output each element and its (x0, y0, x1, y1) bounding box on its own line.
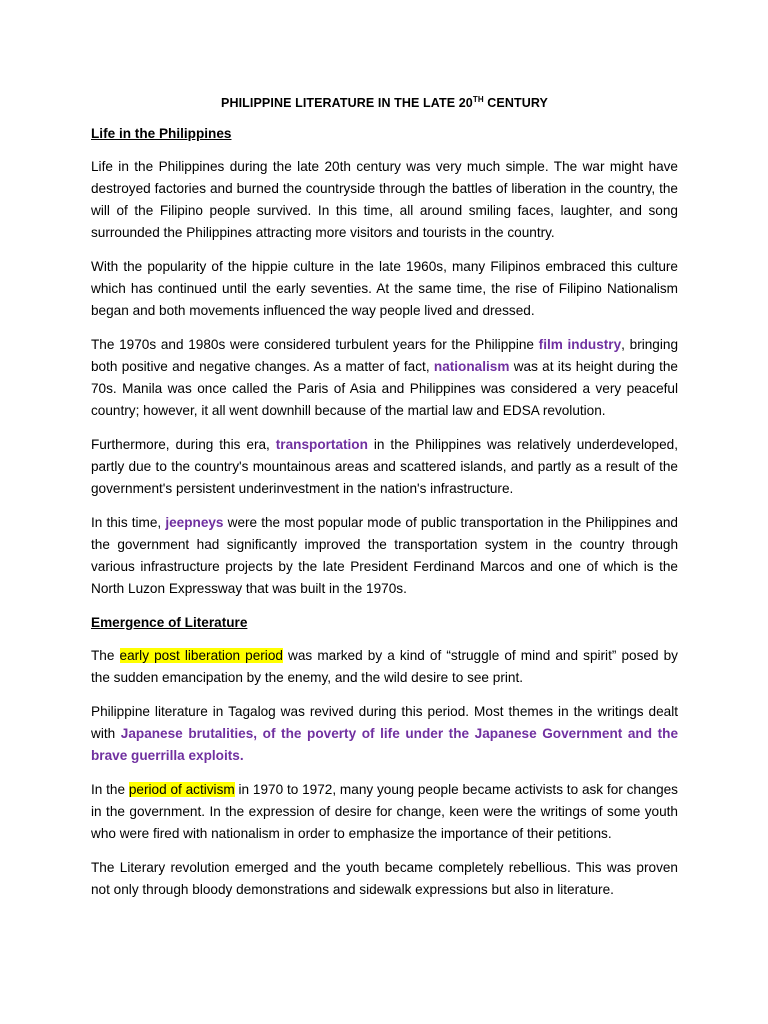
title-superscript: TH (472, 95, 484, 104)
paragraph-3-text-b: , bringing both positive and negative changes. As a matter of fact, (91, 337, 679, 374)
paragraph-9: The Literary revolution emerged and the youth became completely rebellious. This was proven not only through bloody demonstrations and sidewalk expressions but also in literature. (91, 860, 678, 897)
paragraph-7 (91, 701, 678, 767)
paragraph-2: With the popularity of the hippie culture in the late 1960s, many Filipinos embraced this culture which has continued until the early seventies. At the same time, the rise of Filipino Nationalism began and both movements influenced the way people lived and dressed. (91, 259, 678, 318)
title-end: CENTURY (483, 96, 548, 110)
highlight-period-of-activism: period of activism (128, 782, 235, 797)
paragraph-4-text-a: Furthermore, during this era, (91, 437, 276, 452)
paragraph-3-text-a: The 1970s and 1980s were considered turbulent years for the Philippine (91, 337, 539, 352)
paragraph-5-text-a: In this time, (91, 515, 166, 530)
section-heading-life: Life in the Philippines (91, 126, 232, 141)
document-body (91, 92, 678, 913)
paragraph-6-text-a: The (91, 648, 120, 663)
link-jeepneys[interactable]: jeepneys (165, 515, 224, 530)
link-transportation[interactable]: transportation (275, 437, 368, 452)
paragraph-6-text-b: was marked by a kind of “struggle of mind and spirit” posed by the sudden emancipation by the enemy, and the wild desire to see print. (91, 648, 678, 685)
title-main: PHILIPPINE LITERATURE IN THE LATE 20 (221, 96, 473, 110)
paragraph-4 (91, 434, 678, 500)
paragraph-5 (91, 512, 678, 600)
paragraph-5-text-b: were the most popular mode of public transportation in the Philippines and the government had significantly improved the transportation system in the country through various infrastructure projects by the late President Ferdinand Marcos and one of which is the North Luzon Expressway that was built in the 1970s. (91, 515, 678, 596)
paragraph-3 (91, 334, 678, 422)
paragraph-4-text-b: in the Philippines was relatively underdeveloped, partly due to the country's mountainous areas and scattered islands, and partly as a result of the government's persistent underinvestment in the nation's infrastructure. (91, 437, 678, 496)
paragraph-7-text-a: Philippine literature in Tagalog was revived during this period. Most themes in the writings dealt with (91, 704, 678, 741)
paragraph-8-text-b: in 1970 to 1972, many young people became activists to ask for changes in the government. In the expression of desire for change, keen were the writings of some youth who were fired with nationalism in order to emphasize the importance of their petitions. (91, 782, 678, 841)
link-japanese-brutalities[interactable]: Japanese brutalities, of the poverty of life under the Japanese Government and the brave guerrilla exploits (91, 726, 679, 763)
paragraph-7-text-b: . (239, 748, 244, 763)
paragraph-8-text-a: In the (91, 782, 129, 797)
link-nationalism[interactable]: nationalism (433, 359, 510, 374)
section-heading-emergence: Emergence of Literature (91, 615, 248, 630)
paragraph-8 (91, 779, 678, 845)
page-title (91, 92, 678, 114)
link-film-industry[interactable]: film industry (538, 337, 622, 352)
paragraph-6 (91, 645, 678, 689)
paragraph-3-text-c: was at its height during the 70s. Manila was once called the Paris of Asia and Philippines was considered a very peaceful country; however, it all went downhill because of the martial law and EDSA revolution. (91, 359, 678, 418)
paragraph-1: Life in the Philippines during the late 20th century was very much simple. The war might have destroyed factories and burned the countryside through the battles of liberation in the country, the will of the Filipino people survived. In this time, all around smiling faces, laughter, and song surrounded the Philippines attracting more visitors and tourists in the country. (91, 159, 678, 240)
highlight-early-post-liberation: early post liberation period (119, 648, 283, 663)
